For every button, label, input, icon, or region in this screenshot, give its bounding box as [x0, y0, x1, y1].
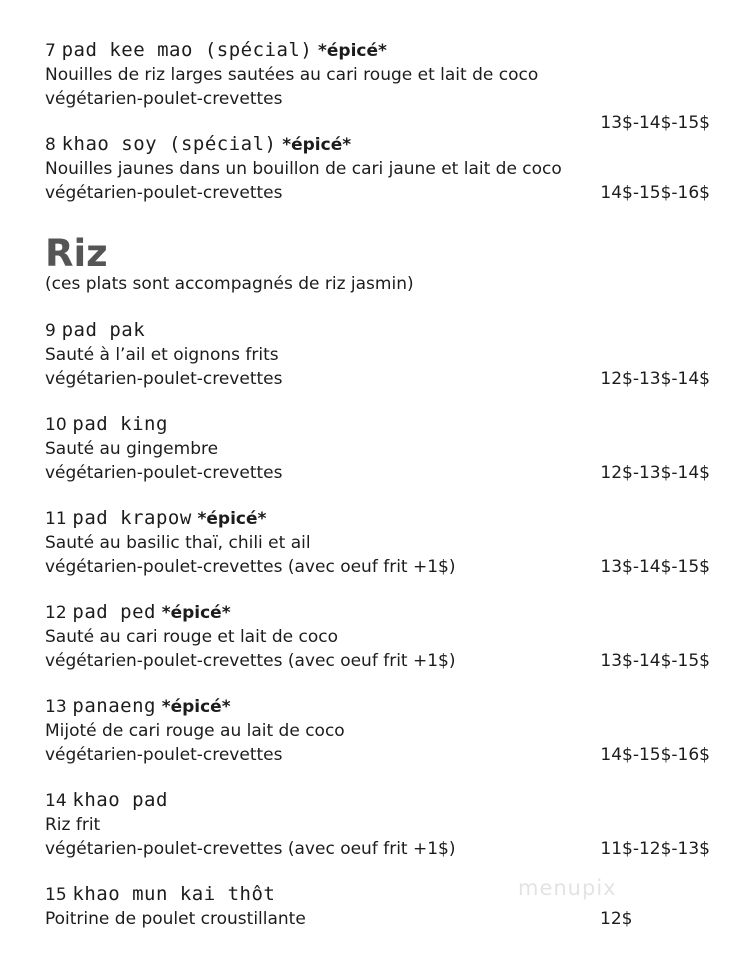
spicy-label: *épicé*: [318, 41, 387, 61]
menu-item-15: [45, 882, 710, 932]
menu-item-13: [45, 694, 710, 766]
item-price: 14$-15$-16$: [600, 183, 710, 203]
item-price: 12$-13$-14$: [600, 463, 710, 483]
item-number: 15: [45, 885, 67, 905]
spicy-label: *épicé*: [161, 603, 231, 623]
item-title: [45, 506, 266, 531]
item-description: Sauté au gingembre: [45, 439, 219, 459]
item-number: 11: [45, 509, 67, 529]
menu-item-7: [45, 38, 710, 133]
item-options: végétarien-poulet-crevettes: [45, 369, 283, 389]
item-name: khao soy (spécial): [61, 133, 277, 155]
item-name: pad kee mao (spécial): [61, 39, 313, 61]
item-number: 14: [45, 791, 67, 811]
item-number: 9: [45, 321, 56, 341]
section-title: Riz: [45, 232, 108, 275]
item-price: 12$: [600, 909, 633, 929]
menupix-watermark: menupix: [518, 876, 617, 900]
item-title: [45, 132, 351, 157]
item-price: 13$-14$-15$: [600, 113, 710, 133]
item-options: végétarien-poulet-crevettes: [45, 183, 283, 203]
item-description: Nouilles jaunes dans un bouillon de cari jaune et lait de coco: [45, 159, 562, 179]
item-price: 12$-13$-14$: [600, 369, 710, 389]
item-number: 8: [45, 135, 56, 155]
item-options: végétarien-poulet-crevettes: [45, 89, 283, 109]
item-price: 13$-14$-15$: [600, 651, 710, 671]
section-subtitle: (ces plats sont accompagnés de riz jasmin): [45, 274, 414, 294]
menu-item-14: [45, 788, 710, 860]
item-title: [45, 412, 168, 437]
item-number: 13: [45, 697, 67, 717]
item-title: [45, 882, 275, 907]
item-title: [45, 694, 231, 719]
menu-item-9: [45, 318, 710, 390]
item-price: 14$-15$-16$: [600, 745, 710, 765]
item-name: pad pak: [61, 319, 146, 341]
item-number: 12: [45, 603, 67, 623]
item-title: [45, 600, 231, 625]
item-price: 11$-12$-13$: [600, 839, 710, 859]
item-name: khao pad: [72, 789, 168, 811]
item-price: 13$-14$-15$: [600, 557, 710, 577]
item-description: Sauté au cari rouge et lait de coco: [45, 627, 339, 647]
item-options: végétarien-poulet-crevettes: [45, 463, 283, 483]
item-title: [45, 788, 168, 813]
item-title: [45, 38, 387, 63]
spicy-label: *épicé*: [161, 697, 231, 717]
item-name: panaeng: [72, 695, 156, 717]
item-description: Sauté au basilic thaï, chili et ail: [45, 533, 311, 553]
item-name: pad ped: [72, 601, 156, 623]
item-title: [45, 318, 145, 343]
item-name: khao mun kai thôt: [72, 883, 276, 905]
item-number: 7: [45, 41, 56, 61]
item-description: Riz frit: [45, 815, 101, 835]
item-description: Nouilles de riz larges sautées au cari rouge et lait de coco: [45, 65, 539, 85]
menu-item-12: [45, 600, 710, 672]
item-description: Poitrine de poulet croustillante: [45, 909, 306, 929]
item-name: pad king: [72, 413, 168, 435]
menu-item-10: [45, 412, 710, 484]
item-number: 10: [45, 415, 67, 435]
spicy-label: *épicé*: [282, 135, 352, 155]
menu-item-8: [45, 132, 710, 202]
spicy-label: *épicé*: [197, 509, 267, 529]
item-description: Sauté à l’ail et oignons frits: [45, 345, 279, 365]
item-options: végétarien-poulet-crevettes (avec oeuf frit +1$): [45, 557, 456, 577]
item-description: Mijoté de cari rouge au lait de coco: [45, 721, 345, 741]
item-options: végétarien-poulet-crevettes: [45, 745, 283, 765]
menu-item-11: [45, 506, 710, 578]
item-options: végétarien-poulet-crevettes (avec oeuf frit +1$): [45, 651, 456, 671]
item-name: pad krapow: [72, 507, 192, 529]
item-options: végétarien-poulet-crevettes (avec oeuf frit +1$): [45, 839, 456, 859]
